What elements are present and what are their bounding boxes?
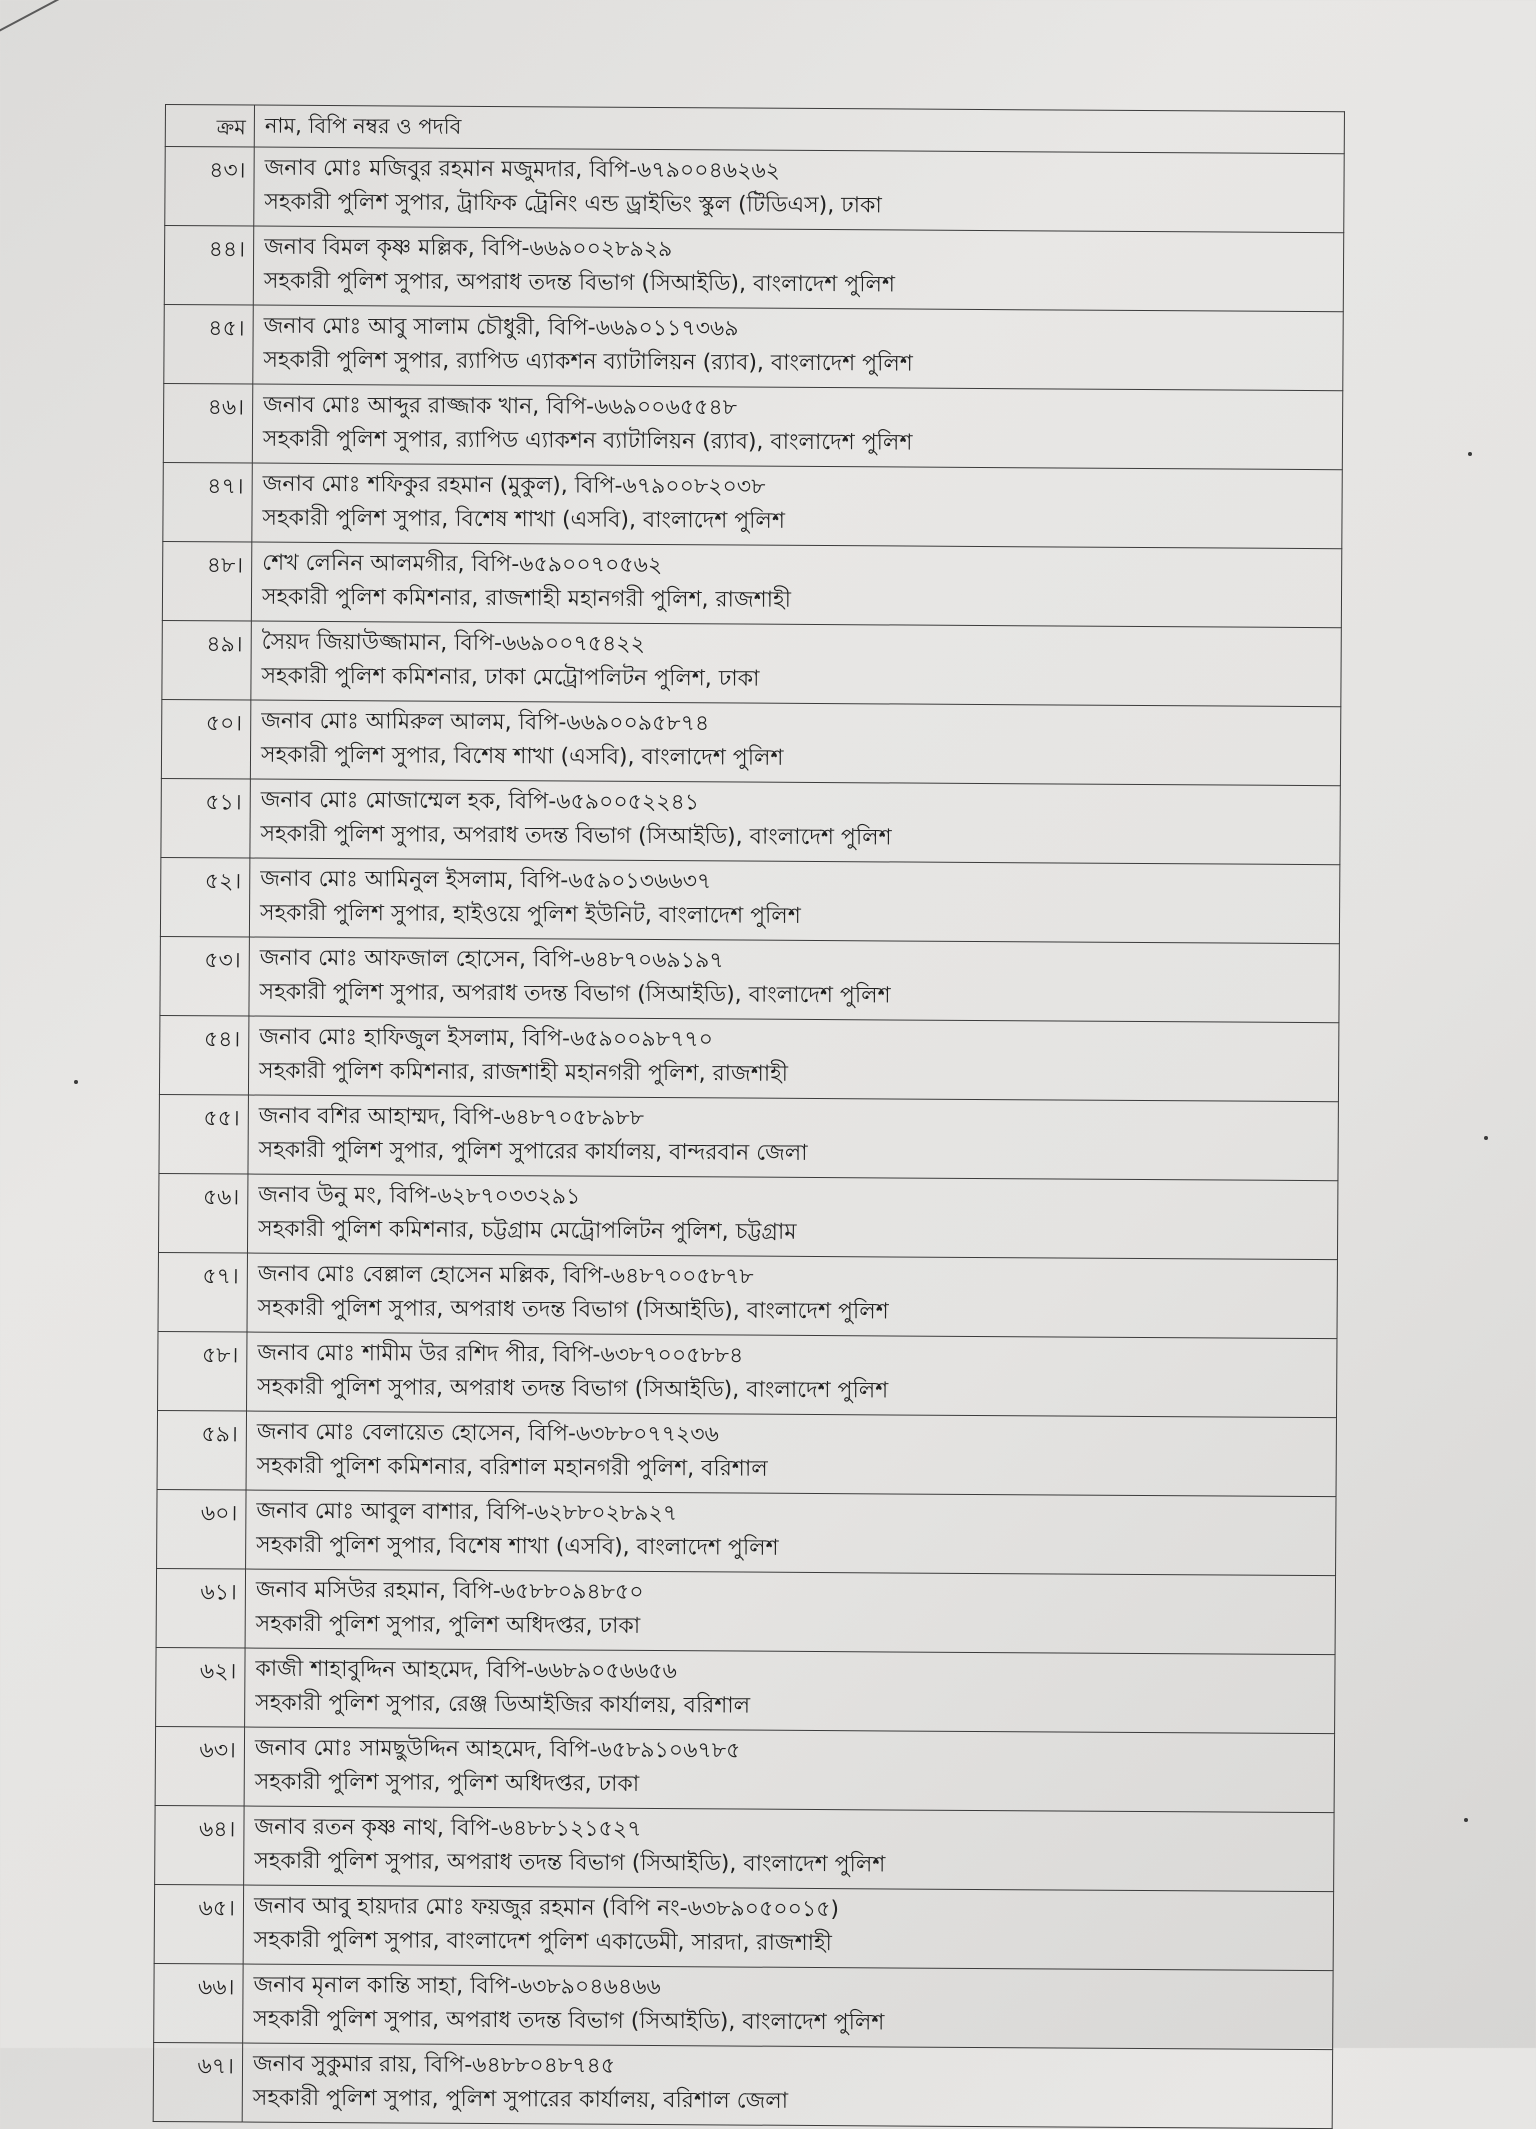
serial-number: ৫৯।: [157, 1410, 246, 1490]
table-row: [161, 699, 1340, 785]
table-row: [163, 462, 1342, 548]
officer-entry: [244, 1727, 1334, 1813]
officer-name-bp: জনাব মৃনাল কান্তি সাহা, বিপি-৬৩৮৯০৪৬৪৬৬: [253, 1972, 661, 2001]
officer-name-bp: জনাব আবু হায়দার মোঃ ফয়জুর রহমান (বিপি নং-৬৩৮৯০৫০০১৫): [253, 1893, 840, 1923]
officer-entry: [253, 226, 1343, 312]
table-row: [158, 1252, 1337, 1338]
officer-entry: [250, 779, 1340, 865]
officer-name-bp: শেখ লেনিন আলমগীর, বিপি-৬৫৯০০৭০৫৬২: [262, 550, 663, 579]
officer-designation: সহকারী পুলিশ কমিশনার, রাজশাহী মহানগরী পুলিশ, রাজশাহী: [261, 584, 791, 613]
table-row: [162, 541, 1341, 627]
officer-entry: [243, 1885, 1333, 1971]
officer-name-bp: জনাব মোঃ আমিনুল ইসলাম, বিপি-৬৫৯০১৩৬৬৩৭: [260, 866, 712, 895]
serial-number: ৫৮।: [158, 1331, 247, 1411]
ink-speck: [1468, 452, 1472, 456]
serial-number: ৬৪।: [155, 1805, 244, 1885]
officer-designation: সহকারী পুলিশ সুপার, অপরাধ তদন্ত বিভাগ (সিআইডি), বাংলাদেশ পুলিশ: [263, 268, 896, 298]
table-row: [159, 1094, 1338, 1180]
officer-designation: সহকারী পুলিশ সুপার, পুলিশ অধিদপ্তর, ঢাকা: [254, 1769, 640, 1797]
table-row: [161, 778, 1340, 864]
table-row: [158, 1173, 1337, 1259]
officer-entry: [245, 1569, 1335, 1655]
officer-entry: [247, 1253, 1337, 1339]
serial-number: ৪৩।: [165, 147, 254, 227]
officer-designation: সহকারী পুলিশ কমিশনার, রাজশাহী মহানগরী পুলিশ, রাজশাহী: [259, 1058, 789, 1087]
officer-designation: সহকারী পুলিশ সুপার, বিশেষ শাখা (এসবি), বাংলাদেশ পুলিশ: [260, 742, 784, 771]
officer-name-bp: জনাব মোঃ আবু সালাম চৌধুরী, বিপি-৬৬৯০১১৭৩৬৯: [263, 313, 739, 342]
officer-entry: [246, 1490, 1336, 1576]
table-body: [153, 147, 1344, 2129]
table-row: [156, 1568, 1335, 1654]
officer-designation: সহকারী পুলিশ সুপার, অপরাধ তদন্ত বিভাগ (সিআইডি), বাংলাদেশ পুলিশ: [260, 821, 892, 851]
officer-designation: সহকারী পুলিশ সুপার, র‍্যাপিড এ্যাকশন ব্যাটালিয়ন (র‍্যাব), বাংলাদেশ পুলিশ: [262, 426, 913, 456]
officer-entry: [247, 1174, 1337, 1260]
serial-number: ৬১।: [156, 1568, 245, 1648]
officer-entry: [254, 147, 1344, 233]
table-row: [153, 2042, 1332, 2128]
serial-number: ৬০।: [157, 1489, 246, 1569]
officer-designation: সহকারী পুলিশ কমিশনার, ঢাকা মেট্রোপলিটন পুলিশ, ঢাকা: [261, 663, 760, 692]
officer-designation: সহকারী পুলিশ সুপার, পুলিশ অধিদপ্তর, ঢাকা: [255, 1611, 641, 1639]
table-row: [163, 383, 1342, 469]
officer-designation: সহকারী পুলিশ সুপার, বাংলাদেশ পুলিশ একাডেমী, সারদা, রাজশাহী: [253, 1927, 832, 1957]
serial-number: ৪৭।: [163, 462, 252, 542]
officer-designation: সহকারী পুলিশ সুপার, পুলিশ সুপারের কার্যালয়, বরিশাল জেলা: [252, 2085, 789, 2114]
officer-designation: সহকারী পুলিশ সুপার, অপরাধ তদন্ত বিভাগ (সিআইডি), বাংলাদেশ পুলিশ: [253, 2006, 885, 2036]
serial-number: ৪৪।: [164, 226, 253, 306]
officer-entry: [252, 384, 1342, 470]
officer-entry: [249, 858, 1339, 944]
officer-entry: [250, 700, 1340, 786]
ink-speck: [74, 1080, 78, 1084]
table-row: [164, 226, 1343, 312]
officer-list-table: [153, 104, 1345, 2129]
table-row: [154, 1963, 1333, 2049]
officer-name-bp: জনাব মোঃ আব্দুর রাজ্জাক খান, বিপি-৬৬৯০০৬৫৫৪৮: [263, 392, 737, 421]
officer-name-bp: জনাব মোঃ শামীম উর রশিদ পীর, বিপি-৬৩৮৭০০৫৮৮৪: [257, 1340, 744, 1369]
officer-name-bp: জনাব সুকুমার রায়, বিপি-৬৪৮৮০৪৮৭৪৫: [252, 2051, 616, 2079]
officer-designation: সহকারী পুলিশ সুপার, অপরাধ তদন্ত বিভাগ (সিআইডি), বাংলাদেশ পুলিশ: [259, 979, 891, 1009]
ink-speck: [1464, 1818, 1468, 1822]
officer-name-bp: সৈয়দ জিয়াউজ্জামান, বিপি-৬৬৯০০৭৫৪২২: [261, 629, 646, 657]
table-row: [154, 1884, 1333, 1970]
officer-entry: [249, 937, 1339, 1023]
serial-number: ৫১।: [161, 778, 250, 858]
serial-number: ৪৮।: [162, 541, 251, 621]
officer-entry: [244, 1806, 1334, 1892]
serial-number: ৪৬।: [163, 383, 252, 463]
officer-name-bp: জনাব উনু মং, বিপি-৬২৮৭০৩৩২৯১: [258, 1182, 581, 1210]
table-row: [158, 1331, 1337, 1417]
officer-name-bp: জনাব মসিউর রহমান, বিপি-৬৫৮৮০৯৪৮৫০: [255, 1577, 644, 1605]
officer-entry: [251, 621, 1341, 707]
serial-number: ৫৪।: [159, 1015, 248, 1095]
officer-designation: সহকারী পুলিশ সুপার, বিশেষ শাখা (এসবি), বাংলাদেশ পুলিশ: [262, 505, 785, 534]
serial-number: ৪৯।: [162, 620, 251, 700]
officer-designation: সহকারী পুলিশ সুপার, র‍্যাপিড এ্যাকশন ব্যাটালিয়ন (র‍্যাব), বাংলাদেশ পুলিশ: [263, 347, 913, 377]
paper-fold-mark: [0, 0, 148, 42]
table-row: [155, 1805, 1334, 1891]
officer-entry: [245, 1648, 1335, 1734]
table-row: [164, 304, 1343, 390]
serial-number: ৫৫।: [159, 1094, 248, 1174]
ink-speck: [1484, 1136, 1488, 1140]
officer-name-bp: জনাব মোঃ আবুল বাশার, বিপি-৬২৮৮০২৮৯২৭: [256, 1498, 678, 1527]
serial-column-header: ক্রম: [165, 105, 254, 148]
officer-designation: সহকারী পুলিশ সুপার, পুলিশ সুপারের কার্যালয়, বান্দরবান জেলা: [258, 1137, 808, 1166]
table-row: [156, 1647, 1335, 1733]
table-row: [157, 1410, 1336, 1496]
officer-designation: সহকারী পুলিশ কমিশনার, বরিশাল মহানগরী পুলিশ, বরিশাল: [256, 1453, 768, 1482]
table-row: [165, 147, 1344, 233]
officer-name-bp: জনাব মোঃ বেলায়েত হোসেন, বিপি-৬৩৮৮০৭৭২৩৬: [256, 1419, 719, 1448]
serial-number: ৪৫।: [164, 304, 253, 384]
serial-number: ৫২।: [160, 857, 249, 937]
officer-designation: সহকারী পুলিশ সুপার, বিশেষ শাখা (এসবি), বাংলাদেশ পুলিশ: [256, 1532, 779, 1561]
officer-name-bp: জনাব মোঃ মজিবুর রহমান মজুমদার, বিপি-৬৭৯০০৪৬২৬২: [264, 155, 781, 184]
officer-name-bp: জনাব মোঃ মোজাম্মেল হক, বিপি-৬৫৯০০৫২২৪১: [260, 787, 700, 816]
officer-name-bp: জনাব রতন কৃষ্ণ নাথ, বিপি-৬৪৮৮১২১৫২৭: [254, 1814, 642, 1842]
officer-name-bp: জনাব বিমল কৃষ্ণ মল্লিক, বিপি-৬৬৯০০২৮৯২৯: [264, 234, 673, 263]
officer-entry: [242, 2043, 1332, 2129]
serial-number: ৬৬।: [154, 1963, 243, 2043]
officer-name-bp: জনাব বশির আহাম্মদ, বিপি-৬৪৮৭০৫৮৯৮৮: [258, 1103, 644, 1131]
serial-number: ৫৩।: [160, 936, 249, 1016]
officer-name-bp: জনাব মোঃ আমিরুল আলম, বিপি-৬৬৯০০৯৫৮৭৪: [261, 708, 710, 737]
serial-number: ৬২।: [156, 1647, 245, 1727]
table-row: [159, 1015, 1338, 1101]
table-row: [160, 936, 1339, 1022]
officer-entry: [253, 305, 1343, 391]
officer-designation: সহকারী পুলিশ সুপার, অপরাধ তদন্ত বিভাগ (সিআইডি), বাংলাদেশ পুলিশ: [257, 1374, 889, 1404]
table-header-row: [165, 105, 1344, 154]
officer-entry: [247, 1332, 1337, 1418]
table-row: [157, 1489, 1336, 1575]
officer-name-bp: জনাব মোঃ হাফিজুল ইসলাম, বিপি-৬৫৯০০৯৮৭৭০: [259, 1024, 714, 1053]
serial-number: ৫০।: [161, 699, 250, 779]
officer-entry: [251, 542, 1341, 628]
details-column-header: নাম, বিপি নম্বর ও পদবি: [254, 105, 1344, 154]
officer-designation: সহকারী পুলিশ কমিশনার, চট্টগ্রাম মেট্রোপলিটন পুলিশ, চট্টগ্রাম: [258, 1216, 797, 1245]
officer-entry: [252, 463, 1342, 549]
officer-designation: সহকারী পুলিশ সুপার, রেঞ্জ ডিআইজির কার্যালয়, বরিশাল: [255, 1690, 751, 1719]
officer-name-bp: জনাব মোঃ সামছুউদ্দিন আহমেদ, বিপি-৬৫৮৯১০৬৭৮৫: [254, 1735, 741, 1764]
serial-number: ৬৩।: [155, 1726, 244, 1806]
serial-number: ৫৭।: [158, 1252, 247, 1332]
officer-entry: [246, 1411, 1336, 1497]
officer-name-bp: জনাব মোঃ আফজাল হোসেন, বিপি-৬৪৮৭০৬৯১৯৭: [259, 945, 724, 974]
table-row: [155, 1726, 1334, 1812]
serial-number: ৫৬।: [158, 1173, 247, 1253]
officer-entry: [243, 1964, 1333, 2050]
table-row: [162, 620, 1341, 706]
officer-name-bp: জনাব মোঃ বেল্লাল হোসেন মল্লিক, বিপি-৬৪৮৭০০৫৮৭৮: [257, 1261, 754, 1290]
table-row: [160, 857, 1339, 943]
officer-name-bp: জনাব মোঃ শফিকুর রহমান (মুকুল), বিপি-৬৭৯০০৮২০৩৮: [262, 471, 766, 500]
officer-designation: সহকারী পুলিশ সুপার, অপরাধ তদন্ত বিভাগ (সিআইডি), বাংলাদেশ পুলিশ: [257, 1295, 889, 1325]
officer-name-bp: কাজী শাহাবুদ্দিন আহমেদ, বিপি-৬৬৮৯০৫৬৬৫৬: [255, 1656, 677, 1685]
officer-designation: সহকারী পুলিশ সুপার, হাইওয়ে পুলিশ ইউনিট, বাংলাদেশ পুলিশ: [259, 900, 801, 929]
serial-number: ৬৭।: [153, 2042, 242, 2122]
officer-designation: সহকারী পুলিশ সুপার, ট্রাফিক ট্রেনিং এন্ড ড্রাইভিং স্কুল (টিডিএস), ঢাকা: [264, 189, 882, 219]
serial-number: ৬৫।: [154, 1884, 243, 1964]
officer-entry: [248, 1095, 1338, 1181]
officer-entry: [248, 1016, 1338, 1102]
officer-designation: সহকারী পুলিশ সুপার, অপরাধ তদন্ত বিভাগ (সিআইডি), বাংলাদেশ পুলিশ: [254, 1848, 886, 1878]
